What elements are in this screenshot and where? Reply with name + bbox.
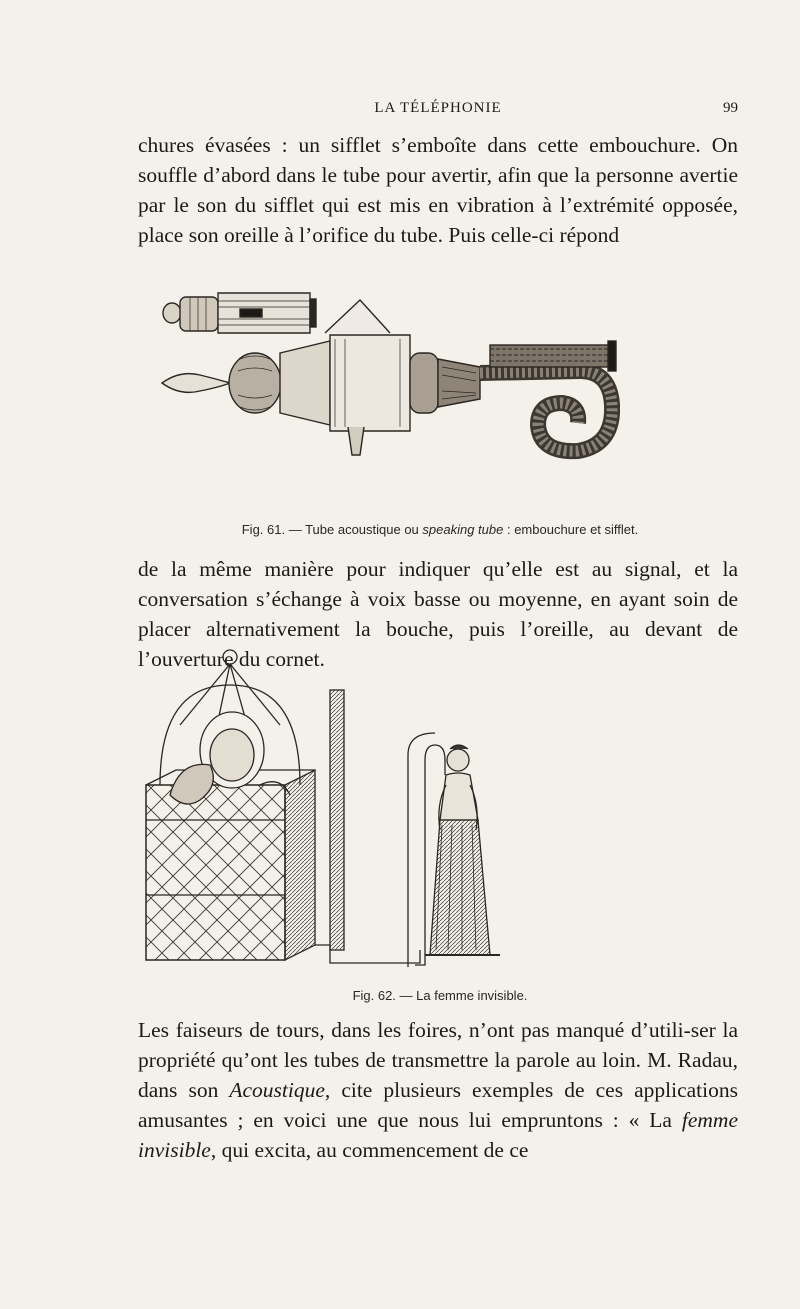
- figure-62-caption: Fig. 62. — La femme invisible.: [352, 988, 528, 1003]
- femme-invisible-title: femme invisible: [138, 1108, 738, 1162]
- paragraph-1: chures évasées : un sifflet s’emboîte dans cette embouchure. On souffle d’abord dans le tube pour avertir, afin que la personne avertie par le son du sifflet qui est mis en vibration à l’extrémité opposée, place son oreille à l’orifice du tube. Puis celle-ci répond: [138, 133, 738, 247]
- invisible-woman-illustration: [140, 645, 600, 980]
- paragraph-2: de la même manière pour indiquer qu’elle est au signal, et la conversation s’échange à voix basse ou moyenne, en ayant soin de placer alternativement la bouche, puis l’oreille, au devant de l’ouverture du cornet.: [138, 557, 738, 671]
- figure-61-caption: [100, 522, 780, 537]
- paragraph-3-part-a: Les faiseurs de tours, dans les foires, n’ont pas manqué d’utili-ser la propriété qu’ont les tubes de transmettre la parole au loin. M. Radau, dans son: [138, 1018, 738, 1102]
- caption-61-prefix: Fig. 61. — Tube acoustique ou: [241, 522, 423, 537]
- book-title-acoustique: Acoustique: [229, 1078, 325, 1102]
- running-header: [138, 100, 738, 122]
- whistle-drawing: [163, 293, 316, 333]
- speaking-tube-illustration: [160, 275, 620, 510]
- paragraph-3: [138, 1015, 738, 1165]
- paragraph-3-part-e: , qui excita, au commencement de ce: [210, 1138, 529, 1162]
- suspended-box-drawing: [146, 650, 315, 960]
- woman-figure-drawing: [425, 745, 500, 955]
- page-number: 99: [723, 100, 738, 116]
- caption-61-italic: speaking tube: [422, 522, 504, 537]
- braided-hose-drawing: [480, 341, 616, 451]
- header-title: LA TÉLÉPHONIE: [374, 100, 502, 116]
- hidden-tube-drawing: [315, 690, 445, 967]
- paragraph-3-part-c: , cite plusieurs exemples de ces applications amusantes ; en voici une que nous lui empruntons : « La: [138, 1078, 738, 1132]
- caption-61-suffix: : embouchure et sifflet.: [503, 522, 639, 537]
